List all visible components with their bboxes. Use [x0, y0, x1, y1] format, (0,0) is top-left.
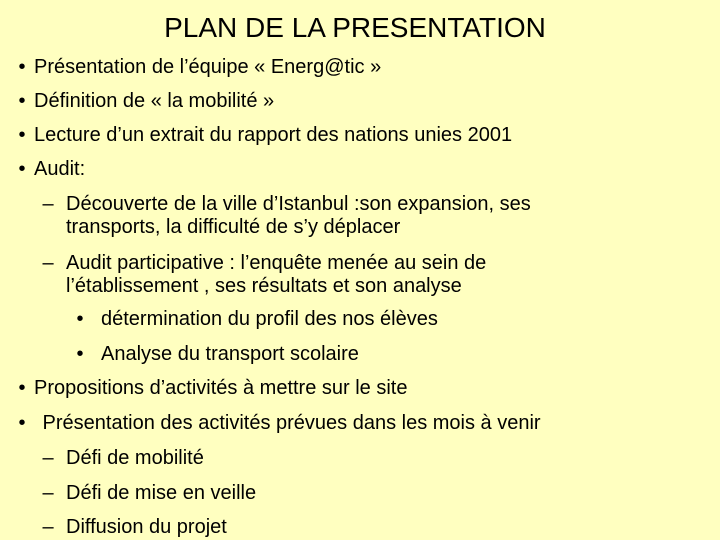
bullet-icon: • — [18, 412, 26, 434]
list-item-text: Analyse du transport scolaire — [101, 343, 359, 365]
list-item-text: Défi de mise en veille — [66, 482, 257, 504]
dash-icon: – — [42, 252, 54, 274]
list-item-text: Diffusion du projet — [66, 516, 227, 538]
list-item-text: Définition de « la mobilité » — [34, 90, 275, 112]
bullet-icon: • — [18, 124, 26, 146]
dash-icon: – — [42, 516, 54, 538]
bullet-icon: • — [18, 377, 26, 399]
list-item-text: Propositions d’activités à mettre sur le site — [34, 377, 408, 399]
dash-icon: – — [42, 482, 54, 504]
list-item-text: Lecture d’un extrait du rapport des nations unies 2001 — [34, 124, 513, 146]
list-item-text: Défi de mobilité — [66, 447, 204, 469]
list-item-text: Découverte de la ville d’Istanbul :son expansion, ses — [66, 193, 531, 215]
bullet-icon: • — [76, 343, 84, 365]
list-item-text: détermination du profil des nos élèves — [101, 308, 438, 330]
slide-title: PLAN DE LA PRESENTATION — [164, 12, 546, 43]
bullet-icon: • — [18, 56, 26, 78]
bullet-icon: • — [18, 158, 26, 180]
list-item-text-continuation: transports, la difficulté de s’y déplacer — [66, 216, 401, 238]
list-item-text-continuation: l’établissement , ses résultats et son analyse — [66, 275, 462, 297]
list-item-text: Audit participative : l’enquête menée au sein de — [66, 252, 487, 274]
list-item-text: Présentation de l’équipe « Energ@tic » — [34, 56, 382, 78]
dash-icon: – — [42, 447, 54, 469]
list-item-text: Audit: — [34, 158, 86, 180]
list-item-text: Présentation des activités prévues dans les mois à venir — [37, 412, 541, 434]
bullet-icon: • — [76, 308, 84, 330]
bullet-icon: • — [18, 90, 26, 112]
dash-icon: – — [42, 193, 54, 215]
